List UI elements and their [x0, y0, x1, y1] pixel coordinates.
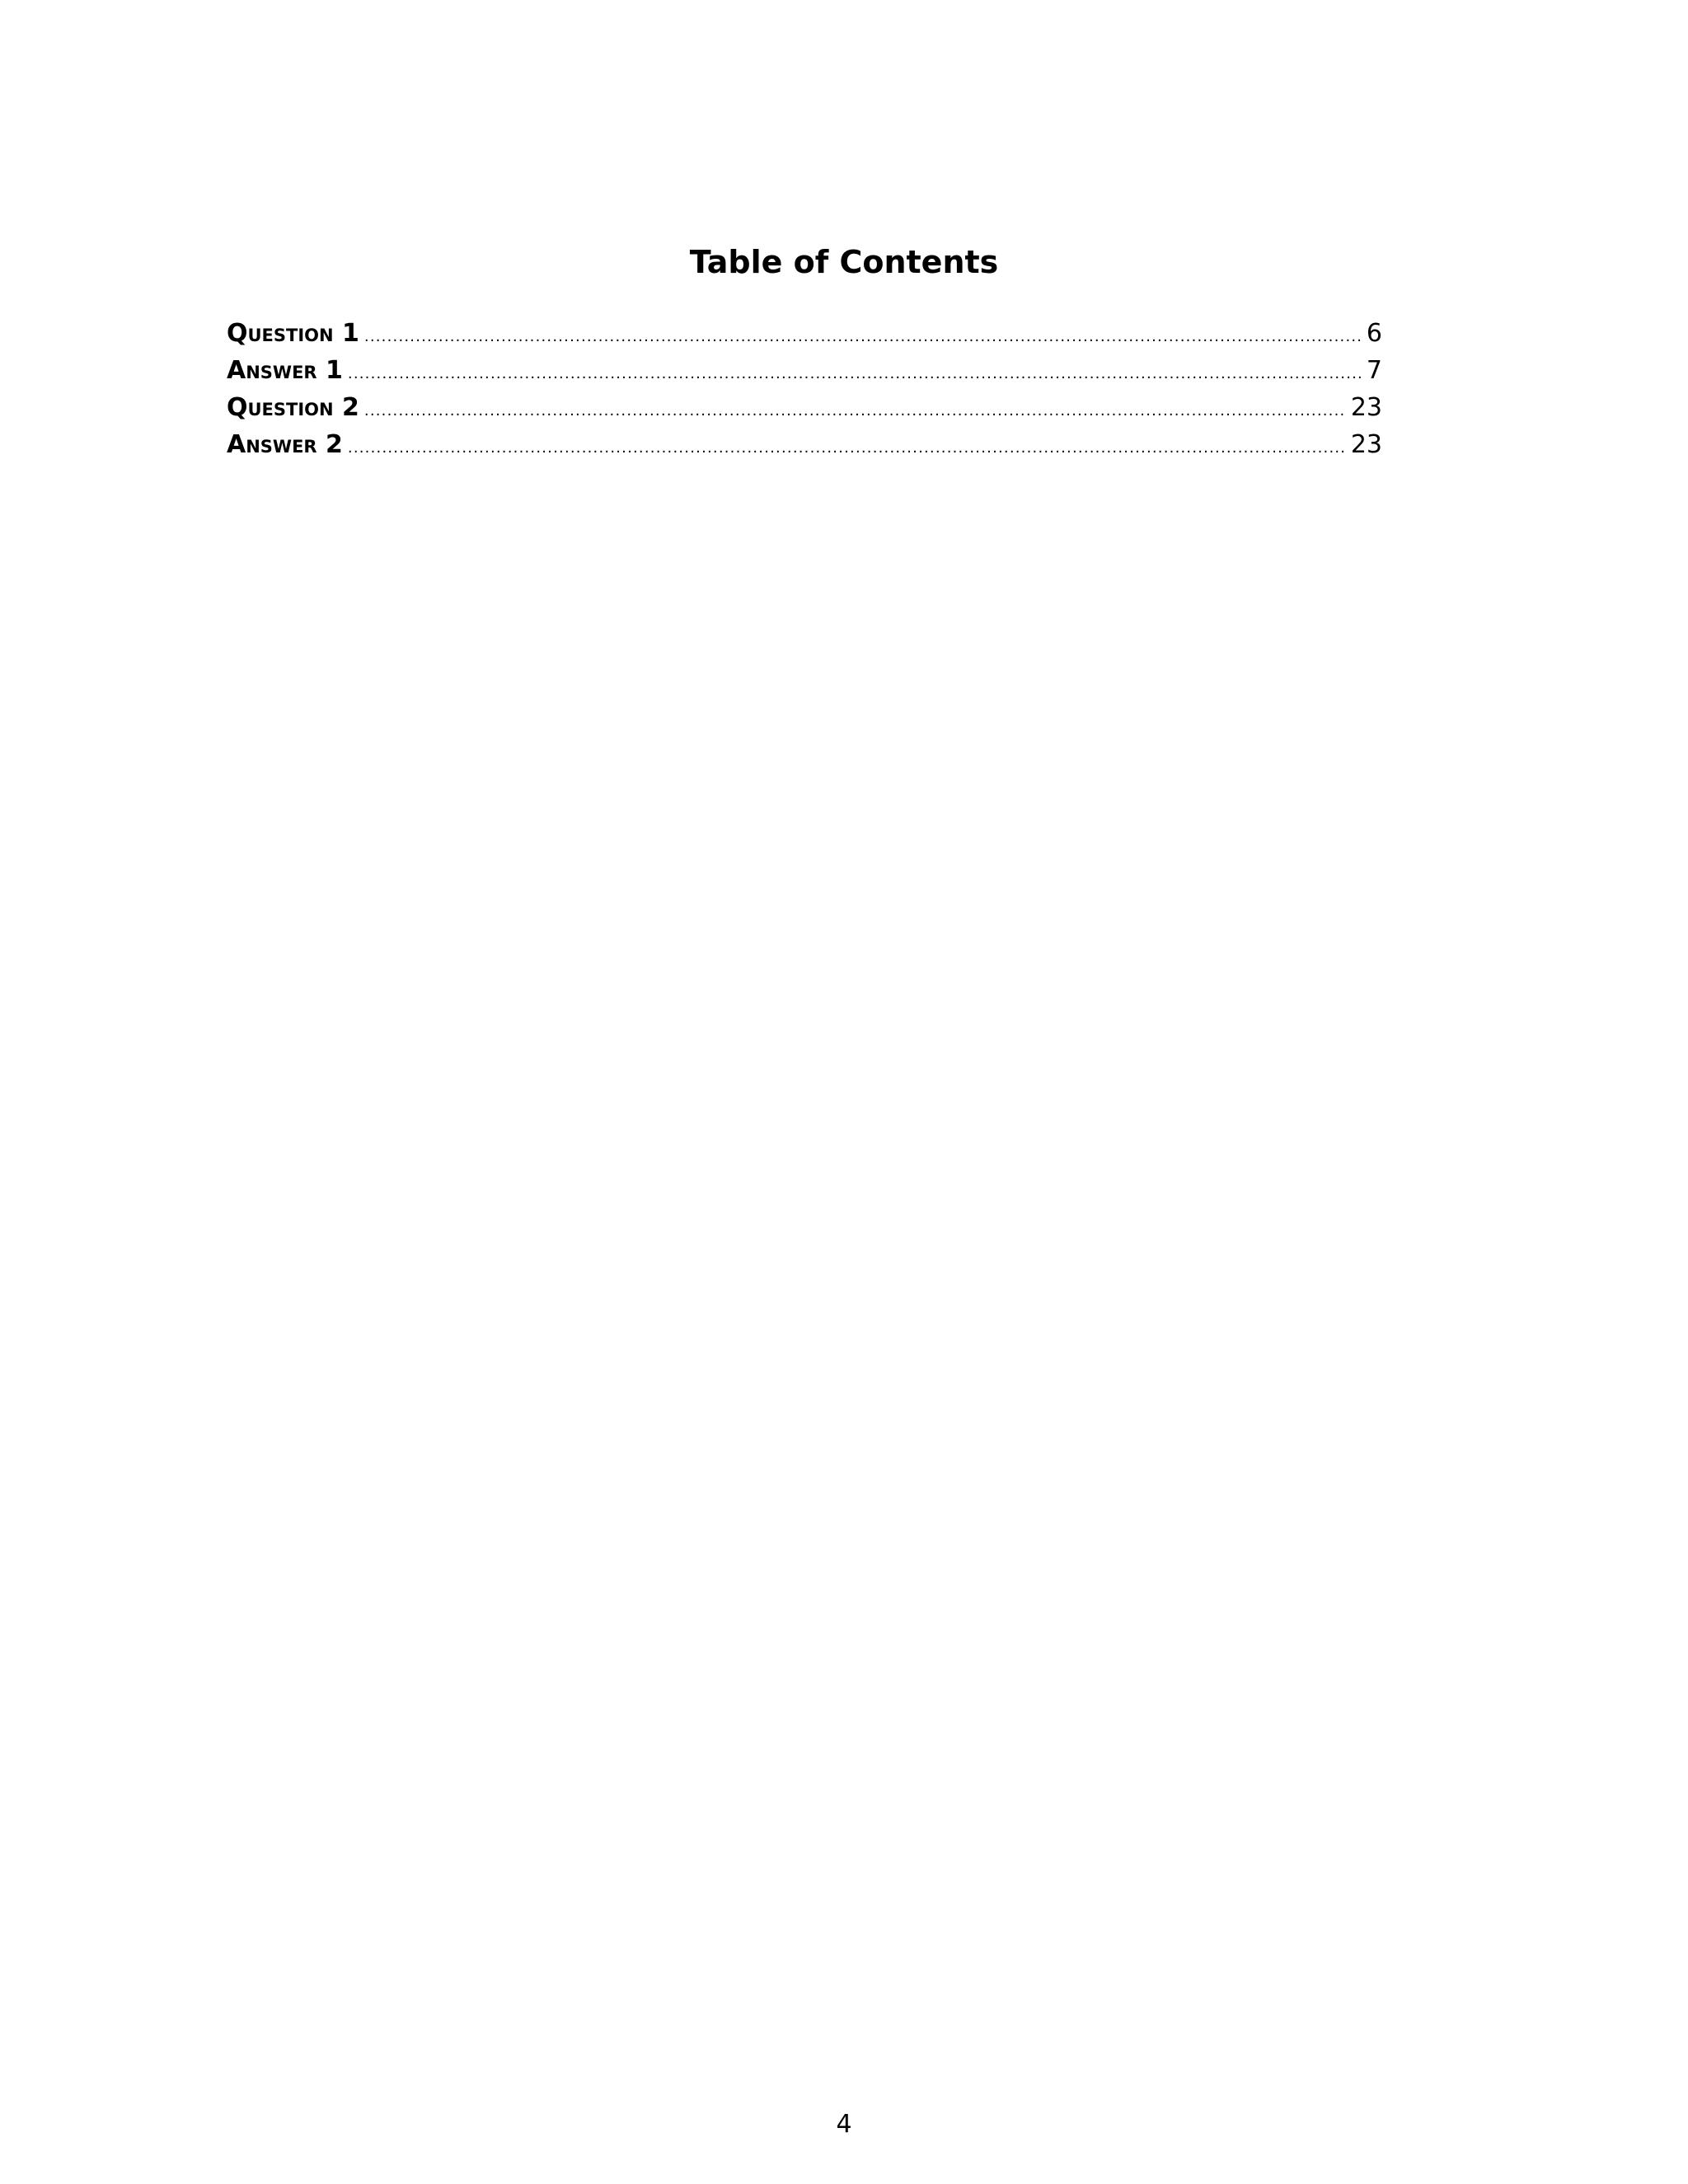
toc-dot-leader — [348, 355, 1362, 392]
toc-entry-page: 23 — [1350, 393, 1382, 422]
toc-entry-page: 7 — [1366, 356, 1382, 385]
page-number: 4 — [836, 2110, 852, 2139]
toc-entry-label: Question 2 — [227, 393, 359, 422]
toc-dot-leader — [348, 429, 1346, 466]
toc-list — [227, 315, 1382, 463]
toc-entry-question-2[interactable] — [227, 389, 1382, 426]
toc-entry-label: Question 1 — [227, 319, 359, 348]
toc-entry-page: 23 — [1350, 430, 1382, 459]
toc-title: Table of Contents — [689, 244, 999, 280]
toc-entry-page: 6 — [1366, 319, 1382, 348]
toc-entry-question-1[interactable] — [227, 315, 1382, 352]
toc-entry-label: Answer 1 — [227, 356, 343, 385]
toc-entry-label: Answer 2 — [227, 430, 343, 459]
toc-entry-answer-2[interactable] — [227, 426, 1382, 463]
toc-dot-leader — [364, 392, 1346, 429]
toc-entry-answer-1[interactable] — [227, 352, 1382, 389]
toc-dot-leader — [364, 318, 1362, 355]
